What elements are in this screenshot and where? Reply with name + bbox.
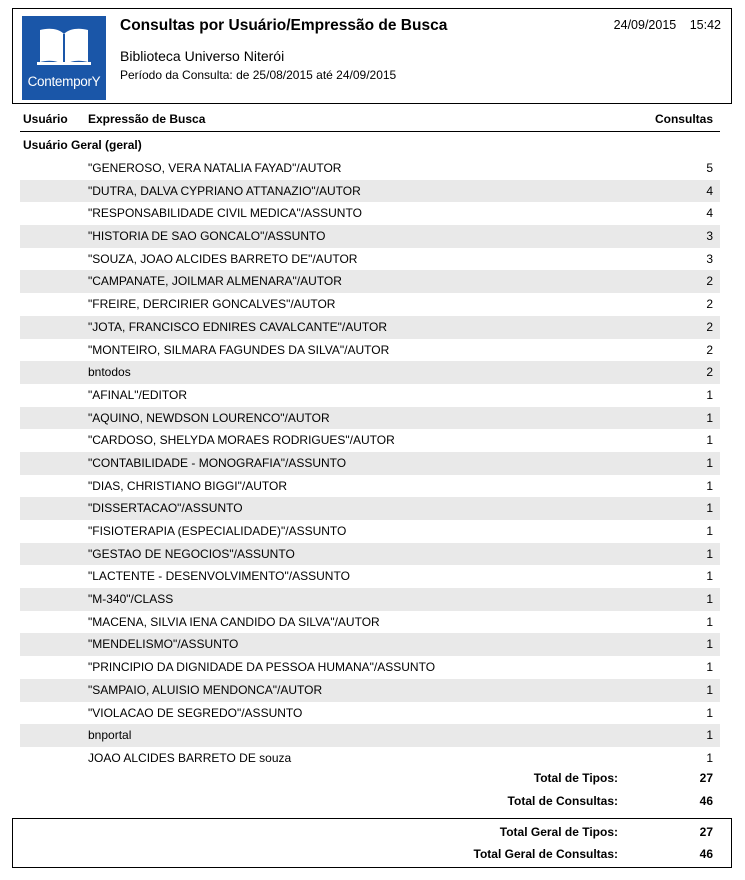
group-total-queries (0, 794, 745, 812)
query-count: 3 (706, 251, 713, 266)
search-expression: bnportal (88, 728, 132, 743)
search-expression: bntodos (88, 365, 131, 380)
query-count: 1 (706, 546, 713, 561)
search-expression: "AFINAL"/EDITOR (88, 387, 187, 402)
table-row (20, 747, 720, 770)
table-row (20, 724, 720, 747)
search-expression: "GESTAO DE NEGOCIOS"/ASSUNTO (88, 546, 295, 561)
table-row (20, 452, 720, 475)
report-title: Consultas por Usuário/Empressão de Busca (120, 17, 448, 34)
table-row (20, 293, 720, 316)
search-expression: "JOTA, FRANCISCO EDNIRES CAVALCANTE"/AUTOR (88, 319, 388, 334)
query-count: 1 (706, 728, 713, 743)
column-count: Consultas (654, 112, 713, 126)
logo-text: ContemporY (27, 74, 101, 89)
report-header (12, 8, 732, 104)
search-expression: "FISIOTERAPIA (ESPECIALIDADE)"/ASSUNTO (88, 524, 347, 538)
open-book-icon (36, 24, 92, 70)
grand-total-types (0, 825, 745, 843)
search-expression: "MONTEIRO, SILMARA FAGUNDES DA SILVA"/AUTOR (88, 342, 390, 357)
search-expression: "CARDOSO, SHELYDA MORAES RODRIGUES"/AUTOR (88, 433, 395, 448)
query-count: 1 (706, 410, 713, 425)
report-datetime (604, 18, 721, 32)
search-expression: "DUTRA, DALVA CYPRIANO ATTANAZIO"/AUTOR (88, 183, 361, 198)
query-count: 1 (706, 569, 713, 584)
query-count: 5 (706, 161, 713, 175)
query-count: 2 (706, 274, 713, 289)
group-total-types (0, 771, 745, 789)
table-row (20, 429, 720, 452)
search-expression: "CAMPANATE, JOILMAR ALMENARA"/AUTOR (88, 274, 342, 289)
search-expression: "DISSERTACAO"/ASSUNTO (88, 501, 243, 516)
table-row (20, 270, 720, 293)
table-row (20, 180, 720, 203)
grand-total-queries-value: 46 (699, 847, 713, 861)
query-count: 2 (706, 297, 713, 312)
query-count: 1 (706, 660, 713, 675)
query-count: 1 (706, 524, 713, 538)
table-row (20, 611, 720, 634)
search-expression: "HISTORIA DE SAO GONCALO"/ASSUNTO (88, 229, 326, 244)
total-queries-label: Total de Consultas: (507, 794, 618, 808)
query-count: 1 (706, 387, 713, 402)
query-count: 2 (706, 365, 713, 380)
column-expression: Expressão de Busca (88, 112, 206, 126)
table-row (20, 407, 720, 430)
query-count: 1 (706, 433, 713, 448)
search-expression: "M-340"/CLASS (88, 592, 174, 607)
search-expression: "MENDELISMO"/ASSUNTO (88, 637, 239, 652)
grand-total-types-label: Total Geral de Tipos: (499, 825, 618, 839)
column-user: Usuário (23, 112, 68, 126)
grand-total-types-value: 27 (699, 825, 713, 839)
query-count: 4 (706, 206, 713, 221)
search-expression: "SOUZA, JOAO ALCIDES BARRETO DE"/AUTOR (88, 251, 358, 266)
query-count: 1 (706, 592, 713, 607)
query-rows (20, 157, 720, 770)
user-group-label: Usuário Geral (geral) (23, 138, 142, 152)
report-date: 24/09/2015 (613, 18, 677, 32)
query-count: 1 (706, 501, 713, 516)
table-row (20, 384, 720, 407)
search-expression: "CONTABILIDADE - MONOGRAFIA"/ASSUNTO (88, 455, 347, 470)
search-expression: "PRINCIPIO DA DIGNIDADE DA PESSOA HUMANA"/ASSUNTO (88, 660, 436, 675)
total-types-label: Total de Tipos: (533, 771, 618, 785)
query-count: 1 (706, 682, 713, 697)
table-row (20, 497, 720, 520)
search-expression: JOAO ALCIDES BARRETO DE souza (88, 750, 292, 765)
search-expression: "DIAS, CHRISTIANO BIGGI"/AUTOR (88, 478, 287, 493)
column-headers (20, 111, 720, 132)
table-row (20, 543, 720, 566)
search-expression: "LACTENTE - DESENVOLVIMENTO"/ASSUNTO (88, 569, 350, 584)
table-row (20, 702, 720, 725)
search-expression: "SAMPAIO, ALUISIO MENDONCA"/AUTOR (88, 682, 323, 697)
library-logo (22, 16, 106, 100)
grand-total-queries (0, 847, 745, 865)
query-count: 1 (706, 478, 713, 493)
table-row (20, 588, 720, 611)
query-count: 1 (706, 455, 713, 470)
report-time: 15:42 (689, 18, 721, 32)
table-row (20, 225, 720, 248)
table-row (20, 361, 720, 384)
grand-total-queries-label: Total Geral de Consultas: (473, 847, 618, 861)
query-count: 1 (706, 637, 713, 652)
table-row (20, 157, 720, 180)
total-queries-value: 46 (699, 794, 713, 808)
table-row (20, 339, 720, 362)
search-expression: "VIOLACAO DE SEGREDO"/ASSUNTO (88, 705, 303, 720)
total-types-value: 27 (699, 771, 713, 785)
search-expression: "GENEROSO, VERA NATALIA FAYAD"/AUTOR (88, 161, 342, 175)
query-count: 4 (706, 183, 713, 198)
library-name: Biblioteca Universo Niterói (120, 48, 285, 64)
query-count: 1 (706, 705, 713, 720)
search-expression: "AQUINO, NEWDSON LOURENCO"/AUTOR (88, 410, 330, 425)
table-row (20, 475, 720, 498)
query-count: 3 (706, 229, 713, 244)
query-count: 2 (706, 342, 713, 357)
table-row (20, 248, 720, 271)
table-row (20, 565, 720, 588)
search-expression: "MACENA, SILVIA IENA CANDIDO DA SILVA"/AUTOR (88, 614, 380, 629)
table-row (20, 656, 720, 679)
table-row (20, 679, 720, 702)
query-count: 1 (706, 614, 713, 629)
search-expression: "FREIRE, DERCIRIER GONCALVES"/AUTOR (88, 297, 336, 312)
table-row (20, 633, 720, 656)
table-row (20, 202, 720, 225)
query-count: 1 (706, 750, 713, 765)
search-expression: "RESPONSABILIDADE CIVIL MEDICA"/ASSUNTO (88, 206, 362, 221)
query-count: 2 (706, 319, 713, 334)
table-row (20, 520, 720, 543)
query-period: Período da Consulta: de 25/08/2015 até 24/09/2015 (120, 68, 397, 82)
table-row (20, 316, 720, 339)
